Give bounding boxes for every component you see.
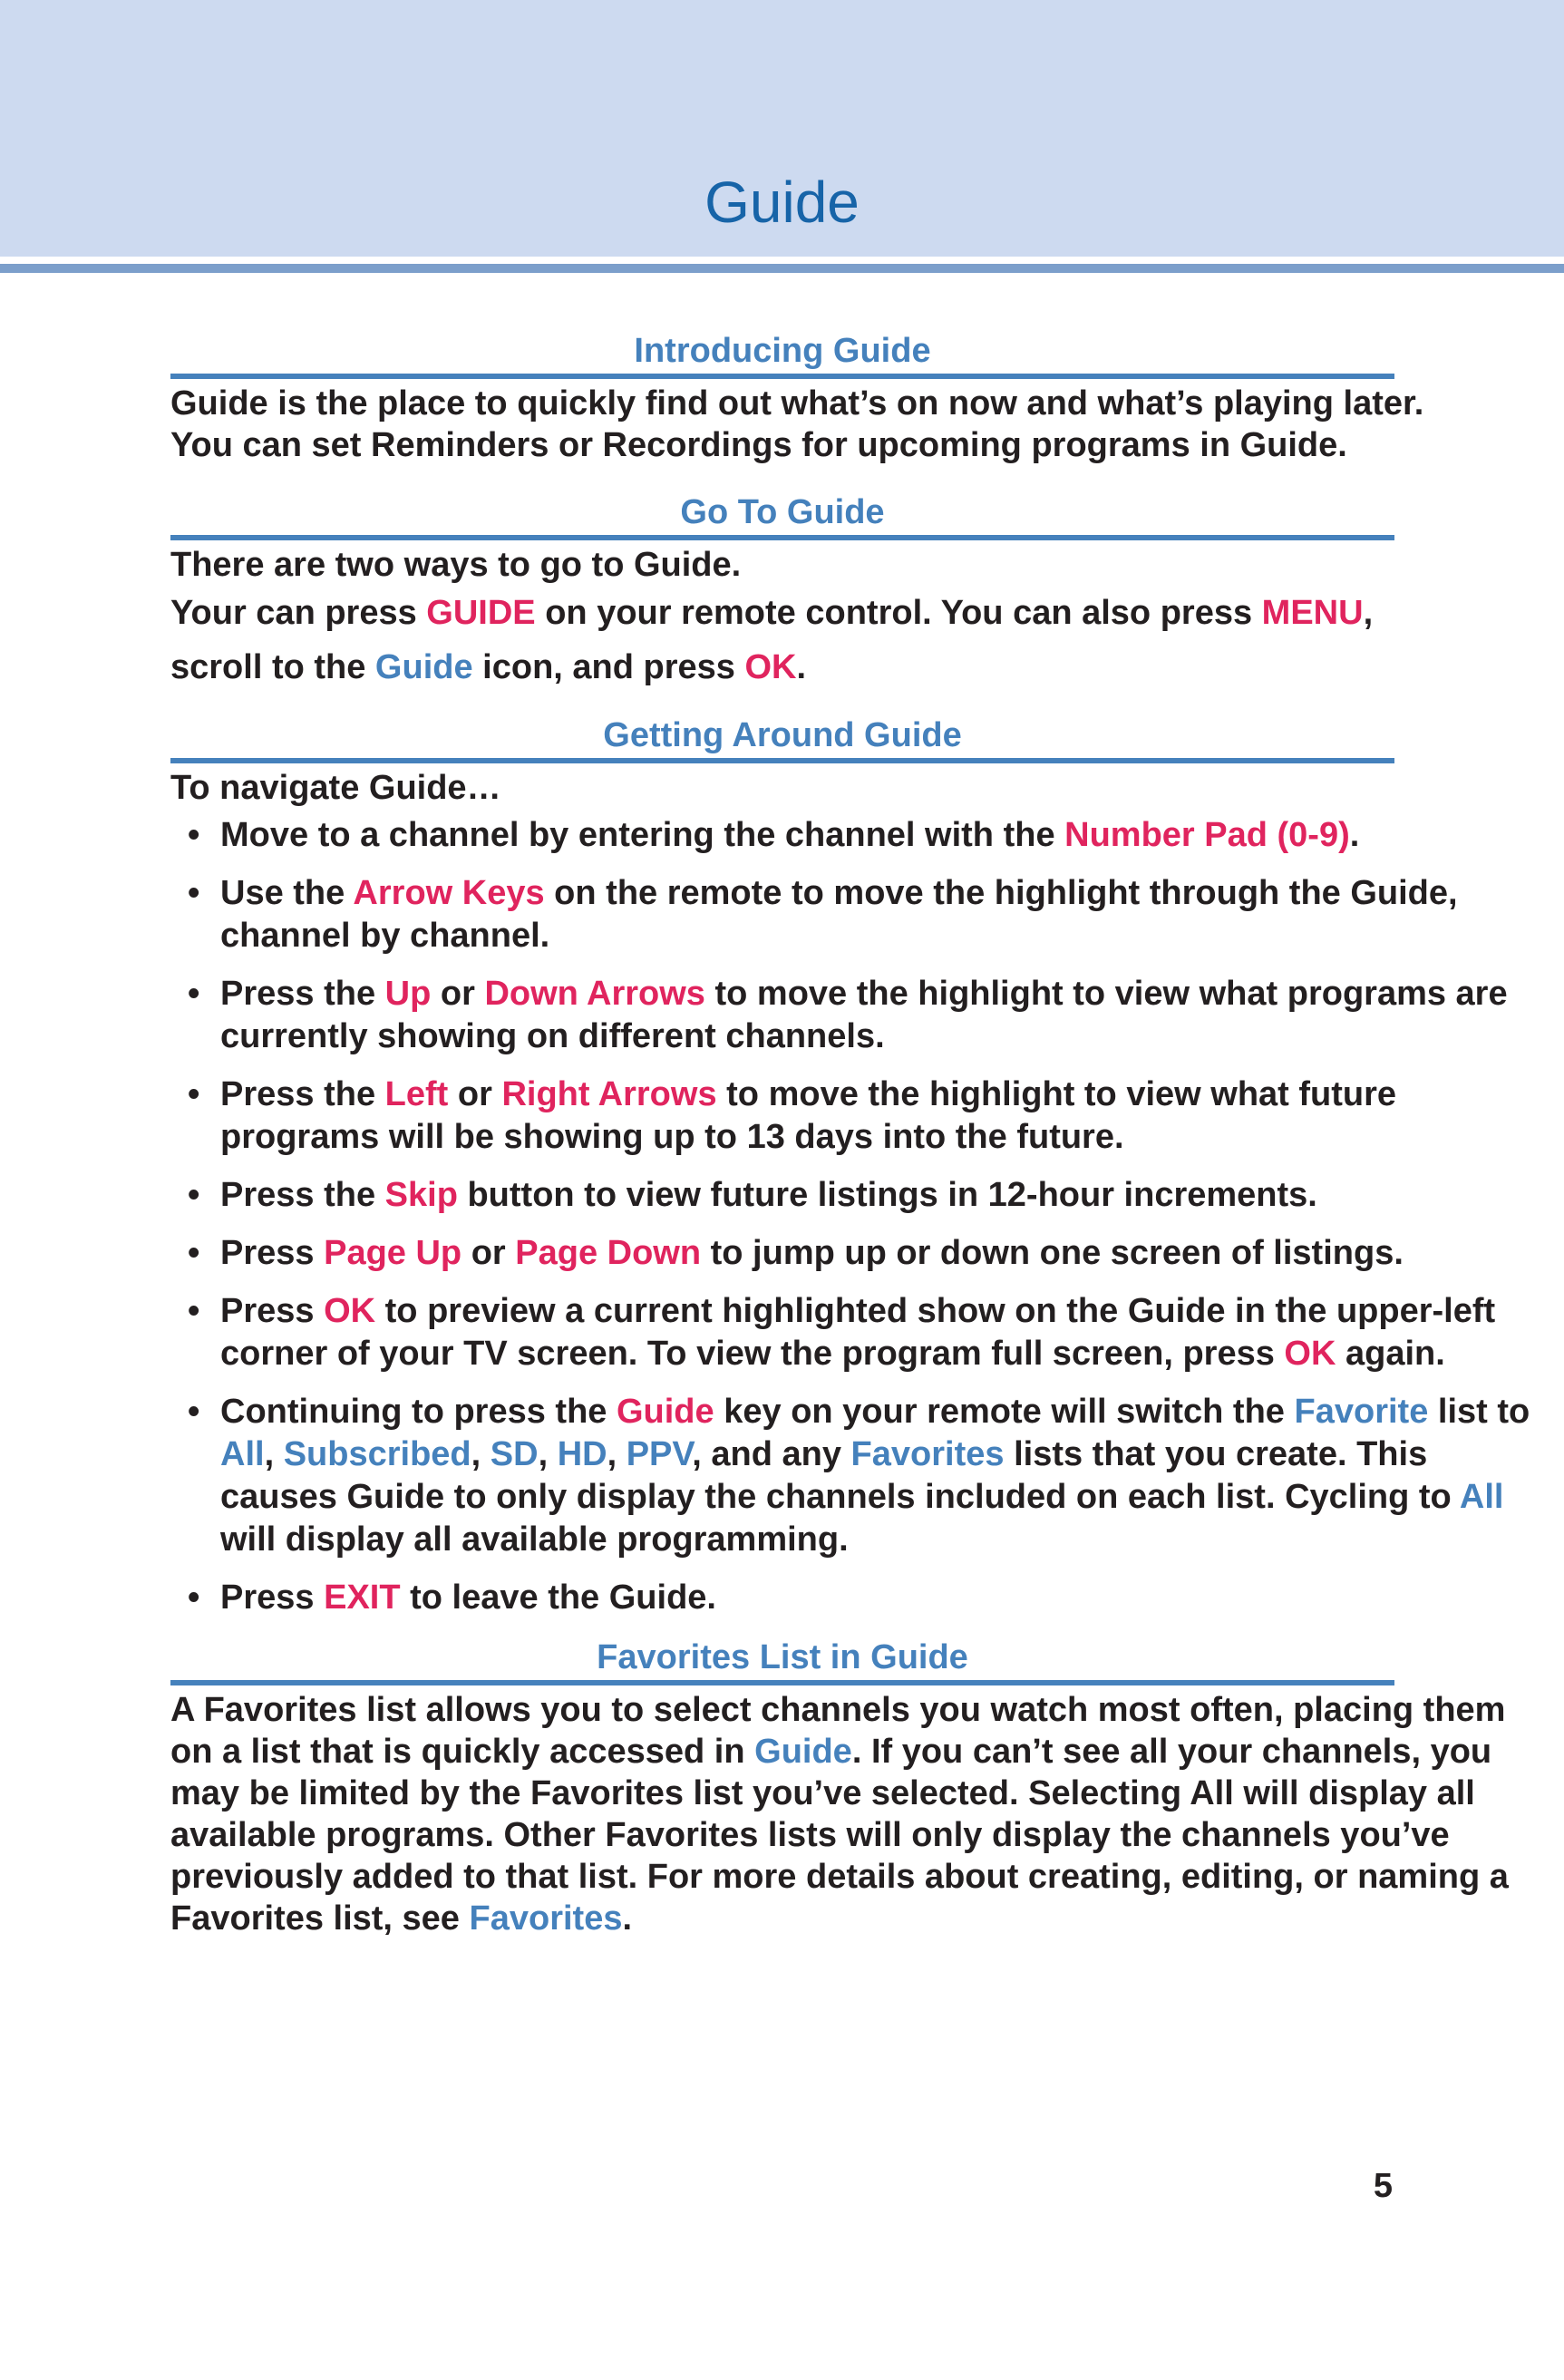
- keyword-right-arrows: Right Arrows: [501, 1075, 717, 1113]
- intro-paragraph: [170, 383, 1530, 466]
- text-run: will display all available programming.: [220, 1520, 849, 1559]
- text-run: key on your remote will switch the: [714, 1393, 1295, 1431]
- keyword-ok-button: OK: [744, 648, 797, 686]
- page-number: 5: [1373, 2167, 1393, 2205]
- text-run: on your remote control. You can also press: [535, 594, 1262, 632]
- getting-around-intro: To navigate Guide…: [170, 769, 501, 807]
- keyword-guide-icon: Guide: [374, 648, 473, 686]
- list-item: [170, 1073, 1530, 1159]
- list-item: [170, 1577, 1530, 1619]
- intro-line-1: Guide is the place to quickly find out what’s on now and what’s playing later.: [170, 384, 1424, 423]
- text-run: ,: [264, 1435, 284, 1473]
- keyword-guide: Guide: [754, 1733, 852, 1771]
- text-run: Use the: [220, 874, 354, 912]
- go-to-line-1: There are two ways to go to Guide.: [170, 546, 742, 584]
- list-item: [170, 1290, 1530, 1375]
- text-run: .: [622, 1899, 633, 1938]
- page-title: Guide: [704, 170, 860, 235]
- bullet-glyph: •: [188, 1234, 200, 1272]
- text-run: or: [448, 1075, 502, 1113]
- list-item: [170, 814, 1530, 857]
- text-run: Your can press: [170, 594, 427, 632]
- text-run: scroll to the: [170, 648, 375, 686]
- text-run: Press: [220, 1292, 325, 1330]
- keyword-all: All: [220, 1435, 265, 1473]
- bullet-glyph: •: [188, 874, 200, 912]
- keyword-number-pad: Number Pad (0-9): [1064, 816, 1350, 854]
- keyword-all-cycle: All: [1459, 1478, 1504, 1516]
- text-run: , and any: [692, 1435, 851, 1473]
- keyword-up: Up: [384, 975, 432, 1013]
- bullet-glyph: •: [188, 1176, 200, 1214]
- text-run: . If you can’t see all your channels, you may be limited by the Favorites list you’ve selected. Selecting All will display all available programs. Other Favorites lists will only display the channels you’ve previously added to that list. For more details about creating, editing, or naming a Favorites list, see: [170, 1733, 1509, 1938]
- intro-line-2: You can set Reminders or Recordings for upcoming programs in Guide.: [170, 426, 1347, 464]
- text-run: ,: [1363, 594, 1374, 632]
- text-run: or: [461, 1234, 516, 1272]
- list-item: [170, 1174, 1530, 1217]
- bullet-glyph: •: [188, 816, 200, 854]
- main-content: [170, 328, 1530, 1939]
- keyword-down-arrows: Down Arrows: [484, 975, 705, 1013]
- section-heading-introducing-guide: Introducing Guide: [170, 328, 1394, 379]
- text-run: Press the: [220, 975, 385, 1013]
- text-run: .: [1349, 816, 1360, 854]
- text-run: Press the: [220, 1075, 385, 1113]
- text-run: icon, and press: [472, 648, 745, 686]
- text-run: A Favorites list allows you to select channels you watch most often, placing them on a list that is quickly accessed in: [170, 1691, 1506, 1771]
- text-run: on the remote to move the highlight through the Guide, channel by channel.: [220, 874, 1458, 955]
- keyword-favorite: Favorite: [1294, 1393, 1429, 1431]
- text-run: lists that you create. This causes Guide to only display the channels included on each list. Cycling to: [220, 1435, 1460, 1516]
- list-item: [170, 1232, 1530, 1275]
- keyword-guide-button: GUIDE: [426, 594, 536, 632]
- keyword-arrow-keys: Arrow Keys: [353, 874, 545, 912]
- keyword-page-down: Page Down: [515, 1234, 702, 1272]
- text-run: Press: [220, 1579, 325, 1617]
- text-run: to move the highlight to view what future programs will be showing up to 13 days into the future.: [220, 1075, 1397, 1156]
- text-run: to preview a current highlighted show on the Guide in the upper-left corner of your TV screen. To view the program full screen, press: [220, 1292, 1496, 1373]
- bullet-glyph: •: [188, 1292, 200, 1330]
- text-run: ,: [538, 1435, 558, 1473]
- bullet-glyph: •: [188, 1579, 200, 1617]
- keyword-skip: Skip: [384, 1176, 458, 1214]
- keyword-hd: HD: [557, 1435, 607, 1473]
- keyword-exit: EXIT: [324, 1579, 401, 1617]
- list-item: [170, 1391, 1530, 1561]
- keyword-ok: OK: [324, 1292, 376, 1330]
- text-run: Press: [220, 1234, 325, 1272]
- bullet-glyph: •: [188, 975, 200, 1013]
- text-run: to jump up or down one screen of listings.: [701, 1234, 1404, 1272]
- text-run: .: [796, 648, 807, 686]
- keyword-ok-again: OK: [1284, 1335, 1336, 1373]
- header-divider: [0, 264, 1564, 273]
- list-item: [170, 872, 1530, 957]
- section-heading-favorites-list: Favorites List in Guide: [170, 1635, 1394, 1685]
- bullet-glyph: •: [188, 1393, 200, 1431]
- text-run: to leave the Guide.: [400, 1579, 716, 1617]
- text-run: list to: [1428, 1393, 1530, 1431]
- navigation-bullet-list: [170, 814, 1530, 1619]
- keyword-sd: SD: [490, 1435, 539, 1473]
- text-run: to move the highlight to view what programs are currently showing on different channels.: [220, 975, 1508, 1055]
- favorites-link[interactable]: Favorites: [469, 1899, 623, 1938]
- keyword-ppv: PPV: [626, 1435, 693, 1473]
- section-heading-go-to-guide: Go To Guide: [170, 490, 1394, 540]
- go-to-instructions: [170, 586, 1530, 695]
- bullet-glyph: •: [188, 1075, 200, 1113]
- keyword-page-up: Page Up: [324, 1234, 462, 1272]
- keyword-subscribed: Subscribed: [283, 1435, 471, 1473]
- keyword-favorites: Favorites: [850, 1435, 1005, 1473]
- text-run: button to view future listings in 12-hour increments.: [457, 1176, 1317, 1214]
- text-run: ,: [607, 1435, 627, 1473]
- list-item: [170, 973, 1530, 1058]
- text-run: Move to a channel by entering the channel with the: [220, 816, 1065, 854]
- favorites-paragraph: [170, 1689, 1530, 1939]
- keyword-left: Left: [384, 1075, 449, 1113]
- text-run: ,: [471, 1435, 491, 1473]
- text-run: Press the: [220, 1176, 385, 1214]
- text-run: Continuing to press the: [220, 1393, 617, 1431]
- text-run: again.: [1336, 1335, 1445, 1373]
- keyword-menu-button: MENU: [1261, 594, 1364, 632]
- text-run: or: [431, 975, 485, 1013]
- keyword-guide-key: Guide: [616, 1393, 714, 1431]
- section-heading-getting-around-guide: Getting Around Guide: [170, 713, 1394, 763]
